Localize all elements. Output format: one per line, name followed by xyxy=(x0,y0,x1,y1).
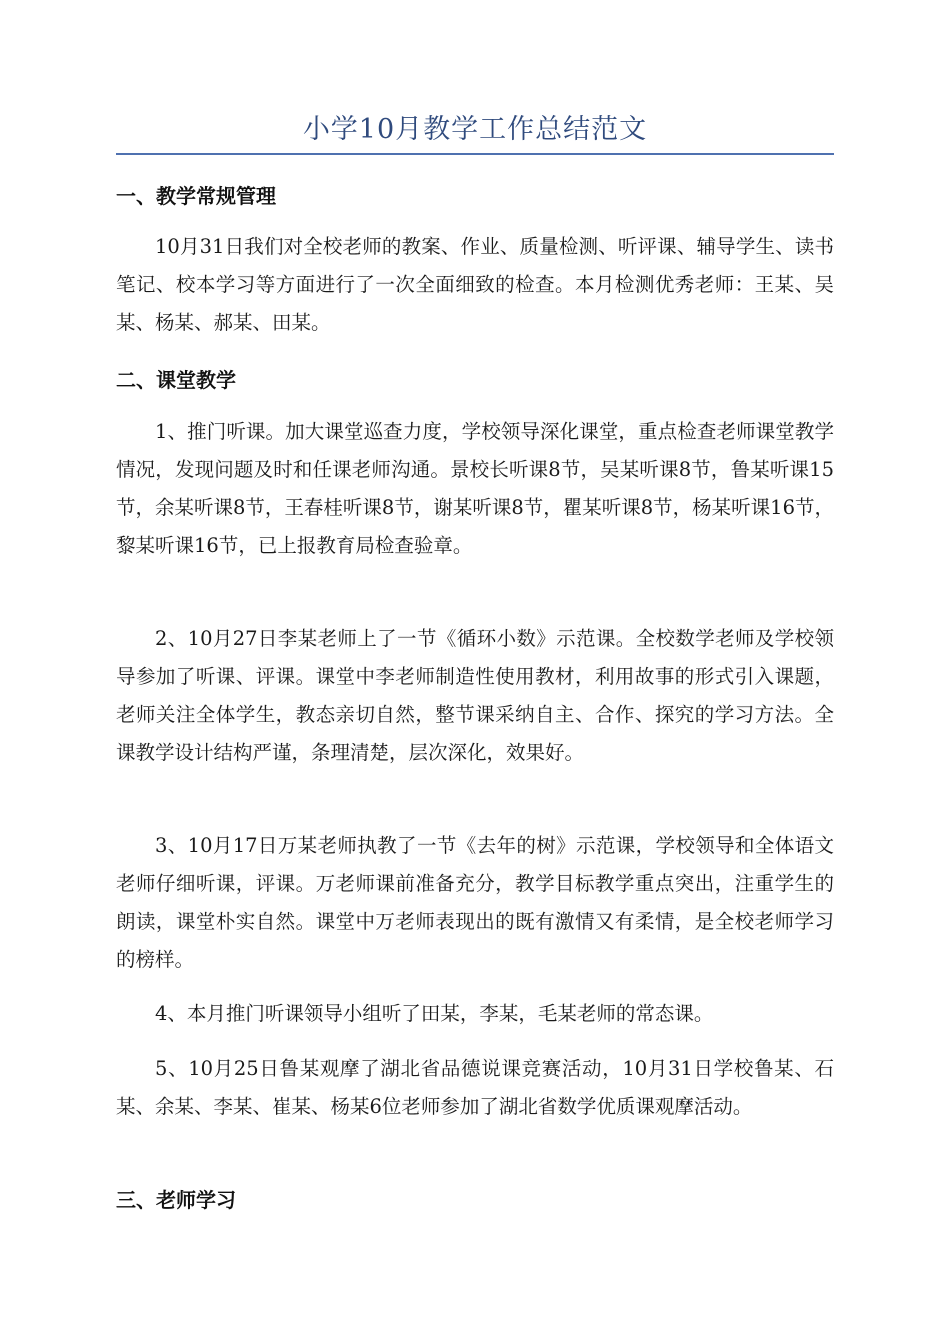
paragraph-classroom-3: 3、10月17日万某老师执教了一节《去年的树》示范课，学校领导和全体语文老师仔细听课，评课。万老师课前准备充分，教学目标教学重点突出，注重学生的朗读，课堂朴实自然。课堂中万老师表现出的既有激情又有柔情，是全校老师学习的榜样。 xyxy=(116,834,834,971)
section-heading-teacher-study: 三、老师学习 xyxy=(116,1188,236,1212)
paragraph-classroom-1: 1、推门听课。加大课堂巡查力度，学校领导深化课堂，重点检查老师课堂教学情况，发现问题及时和任课老师沟通。景校长听课8节，吴某听课8节，鲁某听课15节，余某听课8节，王春桂听课8节，谢某听课8节，瞿某听课8节，杨某听课16节，黎某听课16节，已上报教育局检查验章。 xyxy=(116,420,834,557)
paragraph-routine-check: 10月31日我们对全校老师的教案、作业、质量检测、听评课、辅导学生、读书笔记、校本学习等方面进行了一次全面细致的检查。本月检测优秀老师：王某、吴某、杨某、郝某、田某。 xyxy=(116,235,834,334)
paragraph-classroom-2: 2、10月27日李某老师上了一节《循环小数》示范课。全校数学老师及学校领导参加了听课、评课。课堂中李老师制造性使用教材，利用故事的形式引入课题，老师关注全体学生，教态亲切自然，整节课采纳自主、合作、探究的学习方法。全课教学设计结构严谨，条理清楚，层次深化，效果好。 xyxy=(116,627,834,764)
title-underline xyxy=(116,153,834,155)
section-heading-routine-management: 一、教学常规管理 xyxy=(116,184,276,208)
paragraph-classroom-5: 5、10月25日鲁某观摩了湖北省品德说课竞赛活动，10月31日学校鲁某、石某、余某、李某、崔某、杨某6位老师参加了湖北省数学优质课观摩活动。 xyxy=(116,1057,834,1118)
document-title: 小学10月教学工作总结范文 xyxy=(302,114,648,145)
section-heading-classroom-teaching: 二、课堂教学 xyxy=(116,368,236,392)
paragraph-classroom-4: 4、本月推门听课领导小组听了田某，李某，毛某老师的常态课。 xyxy=(155,1002,714,1025)
